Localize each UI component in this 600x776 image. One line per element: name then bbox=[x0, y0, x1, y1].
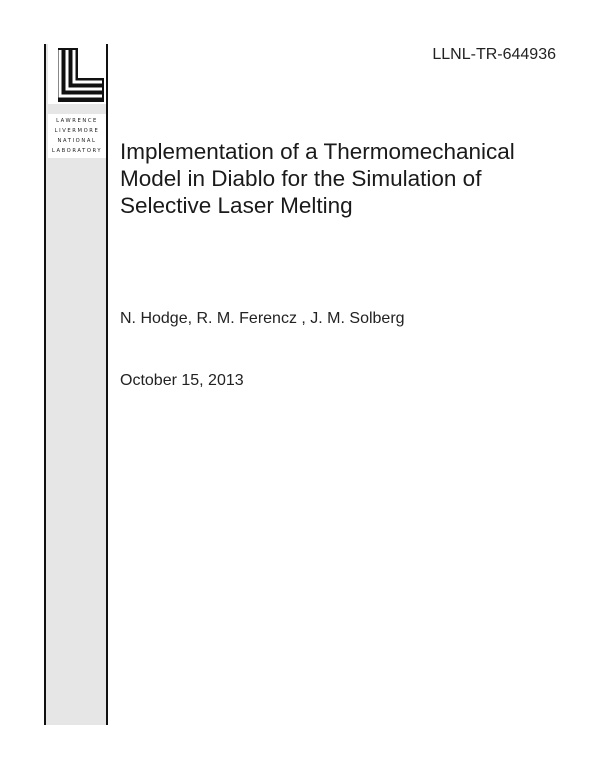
llnl-logo-icon bbox=[48, 44, 106, 104]
laboratory-name bbox=[48, 114, 106, 158]
authors: N. Hodge, R. M. Ferencz , J. M. Solberg bbox=[120, 310, 405, 327]
title-line-2: Model in Diablo for the Simulation of bbox=[120, 166, 482, 191]
document-title bbox=[120, 138, 560, 219]
title-line-1: Implementation of a Thermomechanical bbox=[120, 139, 515, 164]
lab-name-line-3: NATIONAL bbox=[57, 138, 97, 144]
publication-date: October 15, 2013 bbox=[120, 372, 244, 389]
title-line-3: Selective Laser Melting bbox=[120, 193, 353, 218]
lab-name-line-2: LIVERMORE bbox=[54, 128, 100, 134]
lab-name-line-1: LAWRENCE bbox=[56, 118, 98, 124]
lab-name-line-4: LABORATORY bbox=[51, 148, 103, 154]
report-number: LLNL-TR-644936 bbox=[432, 46, 556, 63]
